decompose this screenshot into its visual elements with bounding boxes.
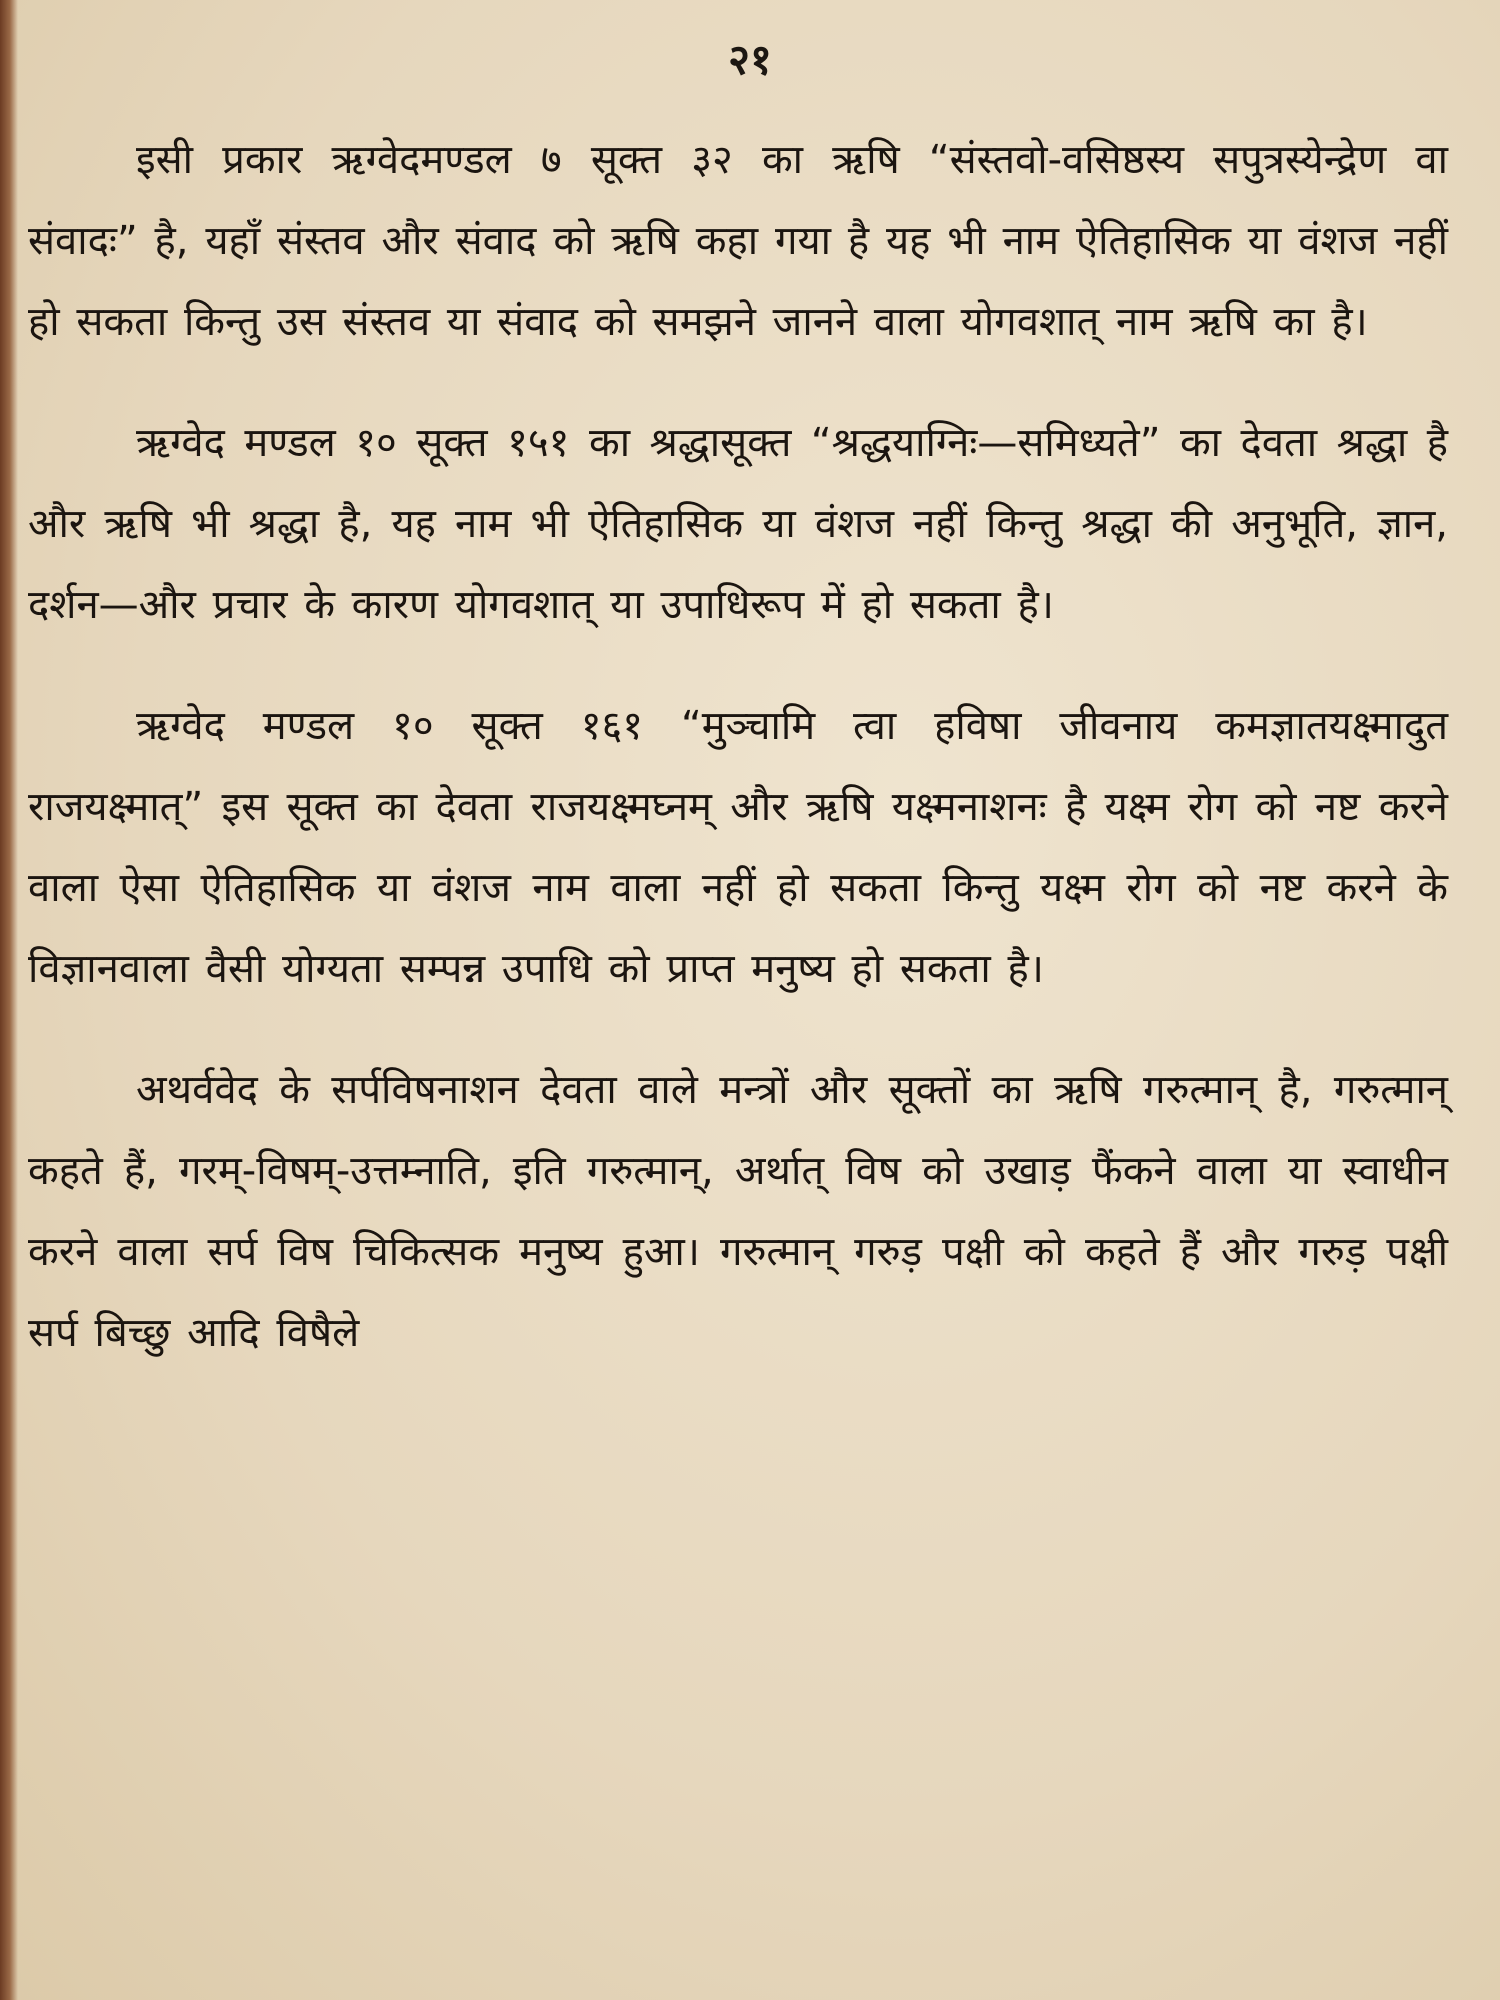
book-spine-edge [0, 0, 18, 2000]
paragraph-yakshma-nashana: ऋग्वेद मण्डल १० सूक्त १६१ “मुञ्चामि त्वा हविषा जीवनाय कमज्ञातयक्ष्मादुत राजयक्ष्मात्” इस सूक्त का देवता राजयक्ष्मघ्नम् और ऋषि यक्ष्मनाशनः है यक्ष्म रोग को नष्ट करने वाला ऐसा ऐतिहासिक या वंशज नाम वाला नहीं हो सकता किन्तु यक्ष्म रोग को नष्ट करने के विज्ञानवाला वैसी योग्यता सम्पन्न उपाधि को प्राप्त मनुष्य हो सकता है। [28, 703, 1448, 992]
page-body [28, 120, 1448, 1414]
paragraph-rigveda-7-32: इसी प्रकार ऋग्वेदमण्डल ७ सूक्त ३२ का ऋषि “संस्तवो-वसिष्ठस्य सपुत्रस्येन्द्रेण वा संवादः” है, यहाँ संस्तव और संवाद को ऋषि कहा गया है यह भी नाम ऐतिहासिक या वंशज नहीं हो सकता किन्तु उस संस्तव या संवाद को समझने जानने वाला योगवशात् नाम ऋषि का है। [28, 137, 1448, 345]
paragraph-shraddha-sukta: ऋग्वेद मण्डल १० सूक्त १५१ का श्रद्धासूक्त “श्रद्धयाग्निः—समिध्यते” का देवता श्रद्धा है और ऋषि भी श्रद्धा है, यह नाम भी ऐतिहासिक या वंशज नहीं किन्तु श्रद्धा की अनुभूति, ज्ञान, दर्शन—और प्रचार के कारण योगवशात् या उपाधिरूप में हो सकता है। [28, 420, 1448, 628]
page-number: २१ [728, 35, 772, 84]
paragraph-atharvaveda-garutman: अथर्ववेद के सर्पविषनाशन देवता वाले मन्त्रों और सूक्तों का ऋषि गरुत्मान् है, गरुत्मान् कहते हैं, गरम्-विषम्-उत्तम्नाति, इति गरुत्मान्, अर्थात् विष को उखाड़ फैंकने वाला या स्वाधीन करने वाला सर्प विष चिकित्सक मनुष्य हुआ। गरुत्मान् गरुड़ पक्षी को कहते हैं और गरुड़ पक्षी सर्प बिच्छु आदि विषैले [28, 1067, 1448, 1356]
